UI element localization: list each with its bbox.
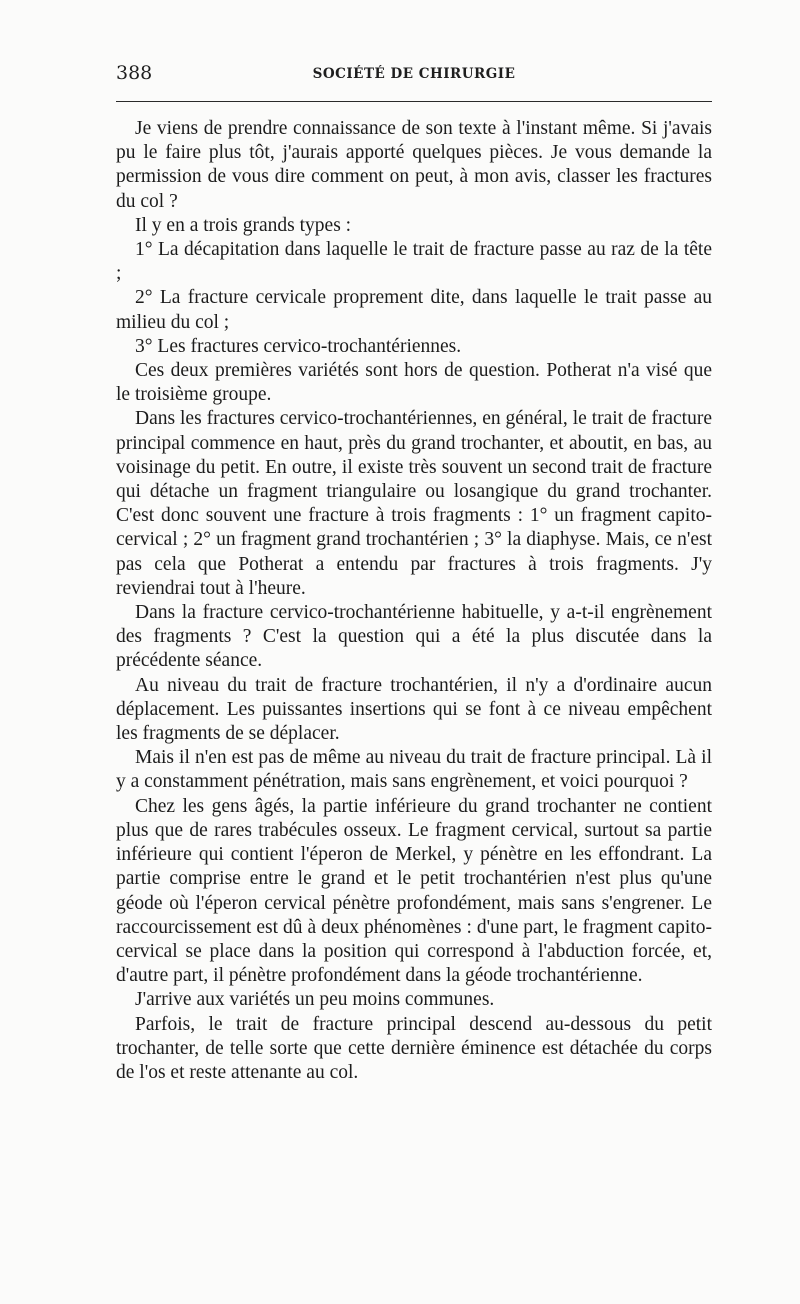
paragraph: Mais il n'en est pas de même au niveau du trait de fracture principal. Là il y a constamment pénétration, mais sans engrènement, et voici pourquoi ? bbox=[116, 747, 712, 793]
page-number: 388 bbox=[116, 62, 153, 84]
body-text bbox=[116, 117, 712, 1085]
paragraph: Ces deux premières variétés sont hors de question. Potherat n'a visé que le troisième groupe. bbox=[116, 360, 712, 406]
paragraph: 3° Les fractures cervico-trochantériennes. bbox=[135, 335, 462, 357]
paragraph: J'arrive aux variétés un peu moins communes. bbox=[135, 989, 495, 1011]
paragraph: Il y en a trois grands types : bbox=[135, 214, 352, 236]
running-head bbox=[116, 60, 712, 90]
paragraph: Dans la fracture cervico-trochantérienne habituelle, y a-t-il engrènement des fragments ? C'est la question qui a été la plus discutée dans la précédente séance. bbox=[116, 602, 712, 672]
journal-title: SOCIÉTÉ DE CHIRURGIE bbox=[312, 66, 516, 82]
paragraph: Dans les fractures cervico-trochantériennes, en général, le trait de fracture principal commence en haut, près du grand trochanter, et aboutit, en bas, au voisinage du petit. En outre, il existe très souvent un second trait de fracture qui détache un fragment triangulaire ou losangique du grand trochanter. C'est donc souvent une fracture à trois fragments : 1° un fragment capito-cervical ; 2° un fragment grand trochantérien ; 3° la diaphyse. Mais, ce n'est pas cela que Potherat a entendu par fractures à trois fragments. J'y reviendrai tout à l'heure. bbox=[116, 408, 712, 599]
paragraph: Au niveau du trait de fracture trochantérien, il n'y a d'ordinaire aucun déplacement. Les puissantes insertions qui se font à ce niveau empêchent les fragments de se déplacer. bbox=[116, 674, 712, 745]
paragraph: Chez les gens âgés, la partie inférieure du grand trochanter ne contient plus que de rares trabécules osseux. Le fragment cervical, surtout sa partie inférieure qui contient l'éperon de Merkel, y pénètre en les effondrant. La partie comprise entre le grand et le petit trochantérien n'est plus qu'une géode où l'éperon cervical pénètre profondément, mais sans s'engrener. Le raccourcissement est dû à deux phénomènes : d'une part, le fragment capito-cervical se place dans la position qui correspond à l'abduction forcée, et, d'autre part, il pénètre profondément dans la géode trochantérienne. bbox=[116, 795, 712, 987]
paragraph: 2° La fracture cervicale proprement dite, dans laquelle le trait passe au milieu du col ; bbox=[116, 287, 712, 333]
paragraph: Parfois, le trait de fracture principal descend au-dessous du petit trochanter, de telle sorte que cette dernière éminence est détachée du corps de l'os et reste attenante au col. bbox=[116, 1013, 712, 1083]
paragraph: Je viens de prendre connaissance de son texte à l'instant même. Si j'avais pu le faire plus tôt, j'aurais apporté quelques pièces. Je vous demande la permission de vous dire comment on peut, à mon avis, classer les fractures du col ? bbox=[116, 118, 712, 212]
header-rule bbox=[116, 101, 712, 102]
paragraph: 1° La décapitation dans laquelle le trait de fracture passe au raz de la tête ; bbox=[116, 239, 712, 285]
